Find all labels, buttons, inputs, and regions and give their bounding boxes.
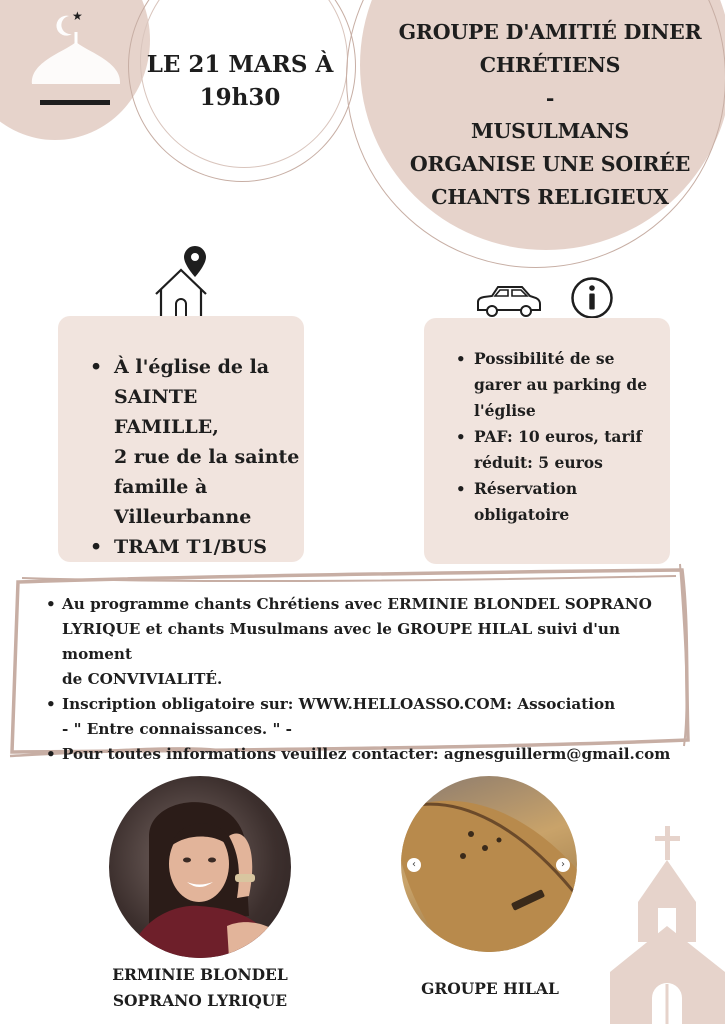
church-icon bbox=[608, 822, 725, 1024]
title-line-2: CHRÉTIENS bbox=[479, 53, 621, 77]
price-line-2: réduit: 5 euros bbox=[474, 453, 603, 472]
price-line-1: • PAF: 10 euros, tarif bbox=[474, 427, 643, 446]
singer-photo bbox=[109, 776, 291, 958]
address-line-2: SAINTE FAMILLE, bbox=[114, 386, 219, 438]
parking-line-3: l'église bbox=[474, 401, 536, 420]
title-line-1: GROUPE D'AMITIÉ DINER bbox=[398, 20, 702, 44]
program-item-lineup bbox=[46, 592, 686, 692]
date-line-2: 19h30 bbox=[199, 84, 281, 111]
address-line-4: famille à bbox=[114, 476, 208, 498]
title-line-6: CHANTS RELIGIEUX bbox=[431, 185, 669, 209]
location-item-address bbox=[90, 352, 300, 532]
car-icon bbox=[472, 282, 544, 322]
event-title bbox=[392, 16, 708, 214]
chevron-left-icon: ‹ bbox=[412, 859, 416, 870]
contact-line: • Pour toutes informations veuillez contacter: agnesguillerm@gmail.com bbox=[62, 745, 671, 763]
singer-portrait-illustration bbox=[109, 776, 291, 958]
location-box bbox=[58, 316, 304, 562]
title-line-3: - bbox=[545, 86, 555, 110]
info-item-parking bbox=[456, 346, 666, 424]
address-line-3: 2 rue de la sainte bbox=[114, 446, 300, 468]
title-line-4: MUSULMANS bbox=[470, 119, 629, 143]
date-line-1: LE 21 MARS À bbox=[146, 51, 334, 78]
oud-illustration bbox=[401, 776, 577, 952]
carousel-next-button[interactable] bbox=[556, 858, 570, 872]
lineup-line-1: • Au programme chants Chrétiens avec ERMINIE BLONDEL SOPRANO bbox=[62, 595, 652, 613]
registration-line-2: - " Entre connaissances. " - bbox=[62, 720, 292, 738]
reservation-line-1: • Réservation bbox=[474, 479, 578, 498]
transport-line: • TRAM T1/BUS bbox=[114, 536, 267, 558]
group-hilal-photo bbox=[401, 776, 577, 952]
title-line-5: ORGANISE UNE SOIRÉE bbox=[409, 152, 691, 176]
address-line-5: Villeurbanne bbox=[114, 506, 252, 528]
mosque-dome-icon bbox=[20, 4, 130, 112]
info-item-price bbox=[456, 424, 666, 476]
address-line-1: • À l'église de la bbox=[114, 356, 270, 378]
lineup-line-2: LYRIQUE et chants Musulmans avec le GROUPE HILAL suivi d'un moment bbox=[62, 620, 621, 663]
reservation-line-2: obligatoire bbox=[474, 505, 570, 524]
parking-line-2: garer au parking de bbox=[474, 375, 648, 394]
lineup-line-3: de CONVIVIALITÉ. bbox=[62, 670, 223, 688]
info-icon bbox=[570, 276, 614, 320]
carousel-prev-button[interactable] bbox=[407, 858, 421, 872]
info-item-reservation bbox=[456, 476, 666, 528]
group-caption-line: GROUPE HILAL bbox=[421, 979, 559, 998]
singer-caption-line-2: SOPRANO LYRIQUE bbox=[112, 991, 288, 1010]
program-item-registration bbox=[46, 692, 686, 742]
group-caption bbox=[400, 976, 580, 1002]
program-item-contact bbox=[46, 742, 686, 767]
parking-line-1: • Possibilité de se bbox=[474, 349, 615, 368]
svg-text:★: ★ bbox=[72, 9, 83, 23]
registration-line-1: • Inscription obligatoire sur: WWW.HELLOASSO.COM: Association bbox=[62, 695, 616, 713]
house-location-icon bbox=[150, 244, 216, 320]
info-box bbox=[424, 318, 670, 564]
event-date bbox=[140, 48, 340, 114]
singer-caption-line-1: ERMINIE BLONDEL bbox=[112, 965, 288, 984]
program-list bbox=[46, 592, 686, 767]
singer-caption bbox=[90, 962, 310, 1014]
location-item-transport bbox=[90, 532, 300, 562]
chevron-right-icon: › bbox=[561, 859, 565, 870]
